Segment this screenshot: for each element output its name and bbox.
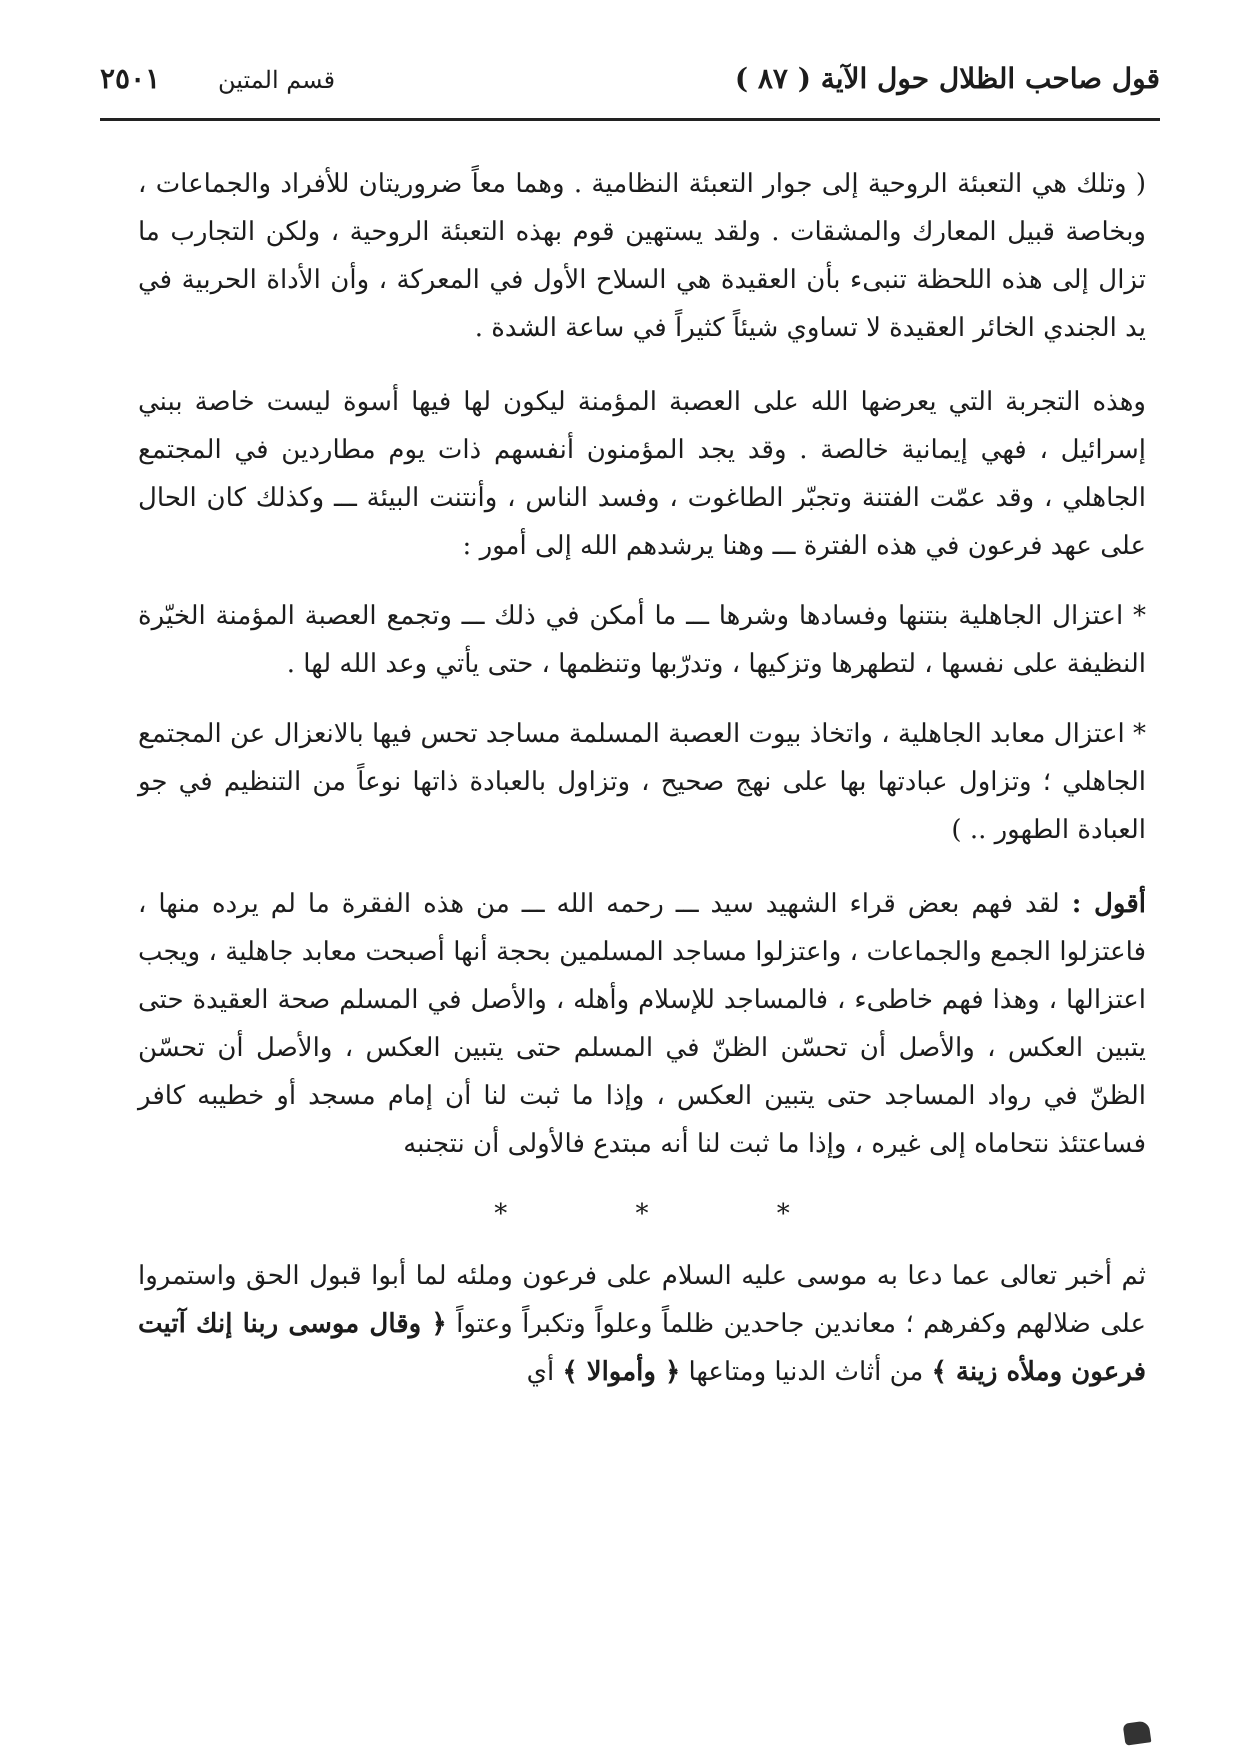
paragraph-experience: وهذه التجربة التي يعرضها الله على العصبة المؤمنة ليكون لها فيها أسوة ليست خاصة ببني إسرائيل ، فهي إيمانية خالصة . وقد يجد المؤمنون أنفسهم ذات يوم مطاردين في المجتمع الجاهلي ، وقد عمّت الفتنة وتجبّر الطاغوت ، وفسد الناس ، وأنتنت البيئة ـــ وكذلك كان الحال على عهد فرعون في هذه الفترة ـــ وهنا يرشدهم الله إلى أمور : xyxy=(138,387,1146,561)
quran-verse-1: ﴿ وقال موسى ربنا إنك آتيت فرعون وملأه زينة ﴾ xyxy=(138,1309,1146,1387)
tafsir-text-a: ثم أخبر تعالى عما دعا به موسى عليه السلام على فرعون وملئه لما أبوا قبول الحق واستمروا على ضلالهم وكفرهم ؛ معاندين جاحدين ظلماً وعلواً وتكبراً وعتواً xyxy=(138,1261,1147,1339)
page-body xyxy=(138,160,1146,1396)
paragraph-point-one: * اعتزال الجاهلية بنتنها وفسادها وشرها ـــ ما أمكن في ذلك ـــ وتجمع العصبة المؤمنة الخيّرة النظيفة على نفسها ، لتطهرها وتزكيها ، وتدرّبها وتنظمها ، حتى يأتي وعد الله لها . xyxy=(138,601,1146,679)
tafsir-text-b: من أثاث الدنيا ومتاعها xyxy=(688,1357,924,1387)
commentary-lead: أقول : xyxy=(1071,889,1147,919)
section-divider-stars: * * * xyxy=(494,1199,850,1229)
paragraph-point-two: * اعتزال معابد الجاهلية ، واتخاذ بيوت العصبة المسلمة مساجد تحس فيها بالانعزال عن المجتمع الجاهلي ؛ وتزاول عبادتها بها على نهج صحيح ، وتزاول بالعبادة ذاتها نوعاً من التنظيم في جو العبادة الطهور .. ) xyxy=(138,719,1146,845)
quran-verse-2: ﴿ وأموالا ﴾ xyxy=(562,1357,681,1387)
page-header xyxy=(100,58,1160,121)
scan-mark xyxy=(1123,1720,1152,1745)
commentary-text: لقد فهم بعض قراء الشهيد سيد ـــ رحمه الله ـــ من هذه الفقرة ما لم يرده منها ، فاعتزلوا الجمع والجماعات ، واعتزلوا مساجد المسلمين بحجة أنها أصبحت معابد جاهلية ، ويجب اعتزالها ، وهذا فهم خاطىء ، فالمساجد للإسلام وأهله ، والأصل في المسلم صحة العقيدة حتى يتبين العكس ، والأصل أن تحسّن الظنّ في المسلم حتى يتبين العكس ، والأصل أن تحسّن الظنّ في رواد المساجد حتى يتبين العكس ، وإذا ما ثبت لنا أن إمام مسجد أو خطيبه كافر فساعتئذ نتحاماه إلى غيره ، وإذا ما ثبت لنا أنه مبتدع فالأولى أن نتجنبه xyxy=(138,889,1146,1159)
page-number: ٢٥٠١ xyxy=(100,62,161,95)
paragraph-tafsir xyxy=(138,1252,1146,1396)
paragraph-quote-intro: ( وتلك هي التعبئة الروحية إلى جوار التعبئة النظامية . وهما معاً ضروريتان للأفراد والجماعات ، وبخاصة قبيل المعارك والمشقات . ولقد يستهين قوم بهذه التعبئة الروحية ، ولكن التجارب ما تزال إلى هذه اللحظة تنبىء بأن العقيدة هي السلاح الأول في المعركة ، وأن الأداة الحربية في يد الجندي الخائر العقيدة لا تساوي شيئاً كثيراً في ساعة الشدة . xyxy=(138,169,1146,343)
tafsir-text-c: أي xyxy=(526,1357,555,1387)
running-title: قول صاحب الظلال حول الآية ( ٨٧ ) xyxy=(734,62,1160,95)
paragraph-commentary xyxy=(138,880,1146,1168)
section-label: قسم المتين xyxy=(218,66,336,94)
